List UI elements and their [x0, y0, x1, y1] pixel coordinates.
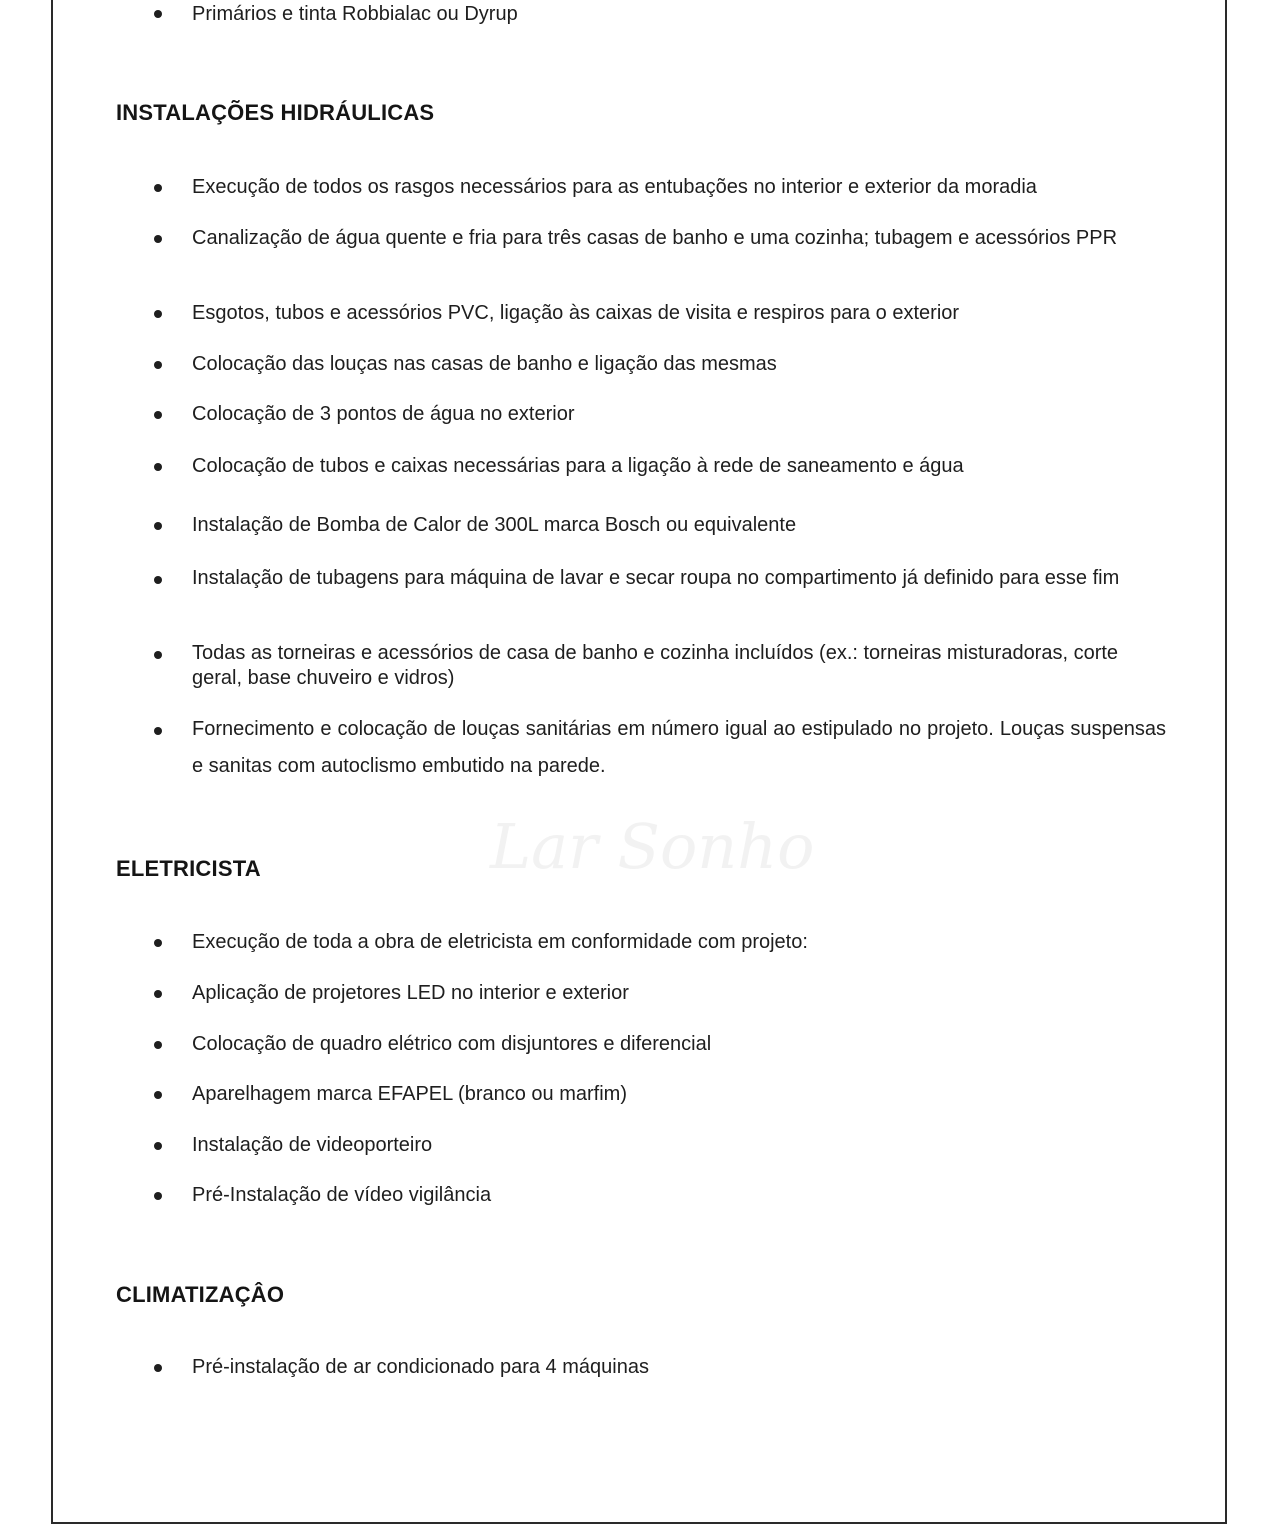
bullet-icon	[154, 651, 162, 659]
bullet-icon	[154, 1192, 162, 1200]
list-item: Aparelhagem marca EFAPEL (branco ou marfim)	[192, 1083, 627, 1105]
bullet-icon	[154, 1364, 162, 1372]
section-heading-climatizacao: CLIMATIZAÇÂO	[116, 1282, 285, 1307]
bullet-icon	[154, 990, 162, 998]
bullet-icon	[154, 1041, 162, 1049]
bullet-icon	[154, 310, 162, 318]
list-item: Colocação das louças nas casas de banho e ligação das mesmas	[192, 353, 777, 375]
list-item: Canalização de água quente e fria para três casas de banho e uma cozinha; tubagem e acessórios PPR	[192, 227, 1118, 249]
list-item: Execução de toda a obra de eletricista em conformidade com projeto:	[192, 931, 808, 953]
watermark: Lar Sonho	[490, 810, 815, 883]
list-item: Instalação de videoporteiro	[192, 1134, 433, 1156]
bullet-icon	[154, 10, 162, 18]
list-item: Colocação de quadro elétrico com disjuntores e diferencial	[192, 1033, 712, 1055]
list-item: Pré-Instalação de vídeo vigilância	[192, 1184, 492, 1206]
list-item: Instalação de tubagens para máquina de lavar e secar roupa no compartimento já definido para esse fim	[192, 567, 1120, 589]
bullet-icon	[154, 1142, 162, 1150]
list-item: Colocação de 3 pontos de água no exterior	[192, 403, 575, 425]
bullet-icon	[154, 1091, 162, 1099]
bullet-icon	[154, 939, 162, 947]
list-item: Colocação de tubos e caixas necessárias para a ligação à rede de saneamento e água	[192, 455, 964, 477]
bullet-icon	[154, 411, 162, 419]
bullet-icon	[154, 727, 162, 735]
section-heading-hidraulicas: INSTALAÇÕES HIDRÁULICAS	[116, 100, 435, 125]
bullet-icon	[154, 184, 162, 192]
list-item-top: Primários e tinta Robbialac ou Dyrup	[192, 3, 518, 25]
list-item: Pré-instalação de ar condicionado para 4 máquinas	[192, 1356, 649, 1378]
list-item: Instalação de Bomba de Calor de 300L marca Bosch ou equivalente	[192, 514, 797, 536]
section-heading-eletricista: ELETRICISTA	[116, 856, 261, 881]
bullet-icon	[154, 576, 162, 584]
bullet-icon	[154, 522, 162, 530]
bullet-icon	[154, 235, 162, 243]
list-item: Todas as torneiras e acessórios de casa de banho e cozinha incluídos (ex.: torneiras misturadoras, corte geral, base chuveiro e vidros)	[192, 642, 1119, 689]
list-item: Aplicação de projetores LED no interior e exterior	[192, 982, 629, 1004]
bullet-icon	[154, 361, 162, 369]
list-item: Fornecimento e colocação de louças sanitárias em número igual ao estipulado no projeto. Louças suspensas e sanitas com autoclismo embutido na parede.	[192, 718, 1166, 777]
bullet-icon	[154, 463, 162, 471]
list-item: Esgotos, tubos e acessórios PVC, ligação às caixas de visita e respiros para o exterior	[192, 302, 960, 324]
list-item: Execução de todos os rasgos necessários para as entubações no interior e exterior da moradia	[192, 176, 1037, 198]
